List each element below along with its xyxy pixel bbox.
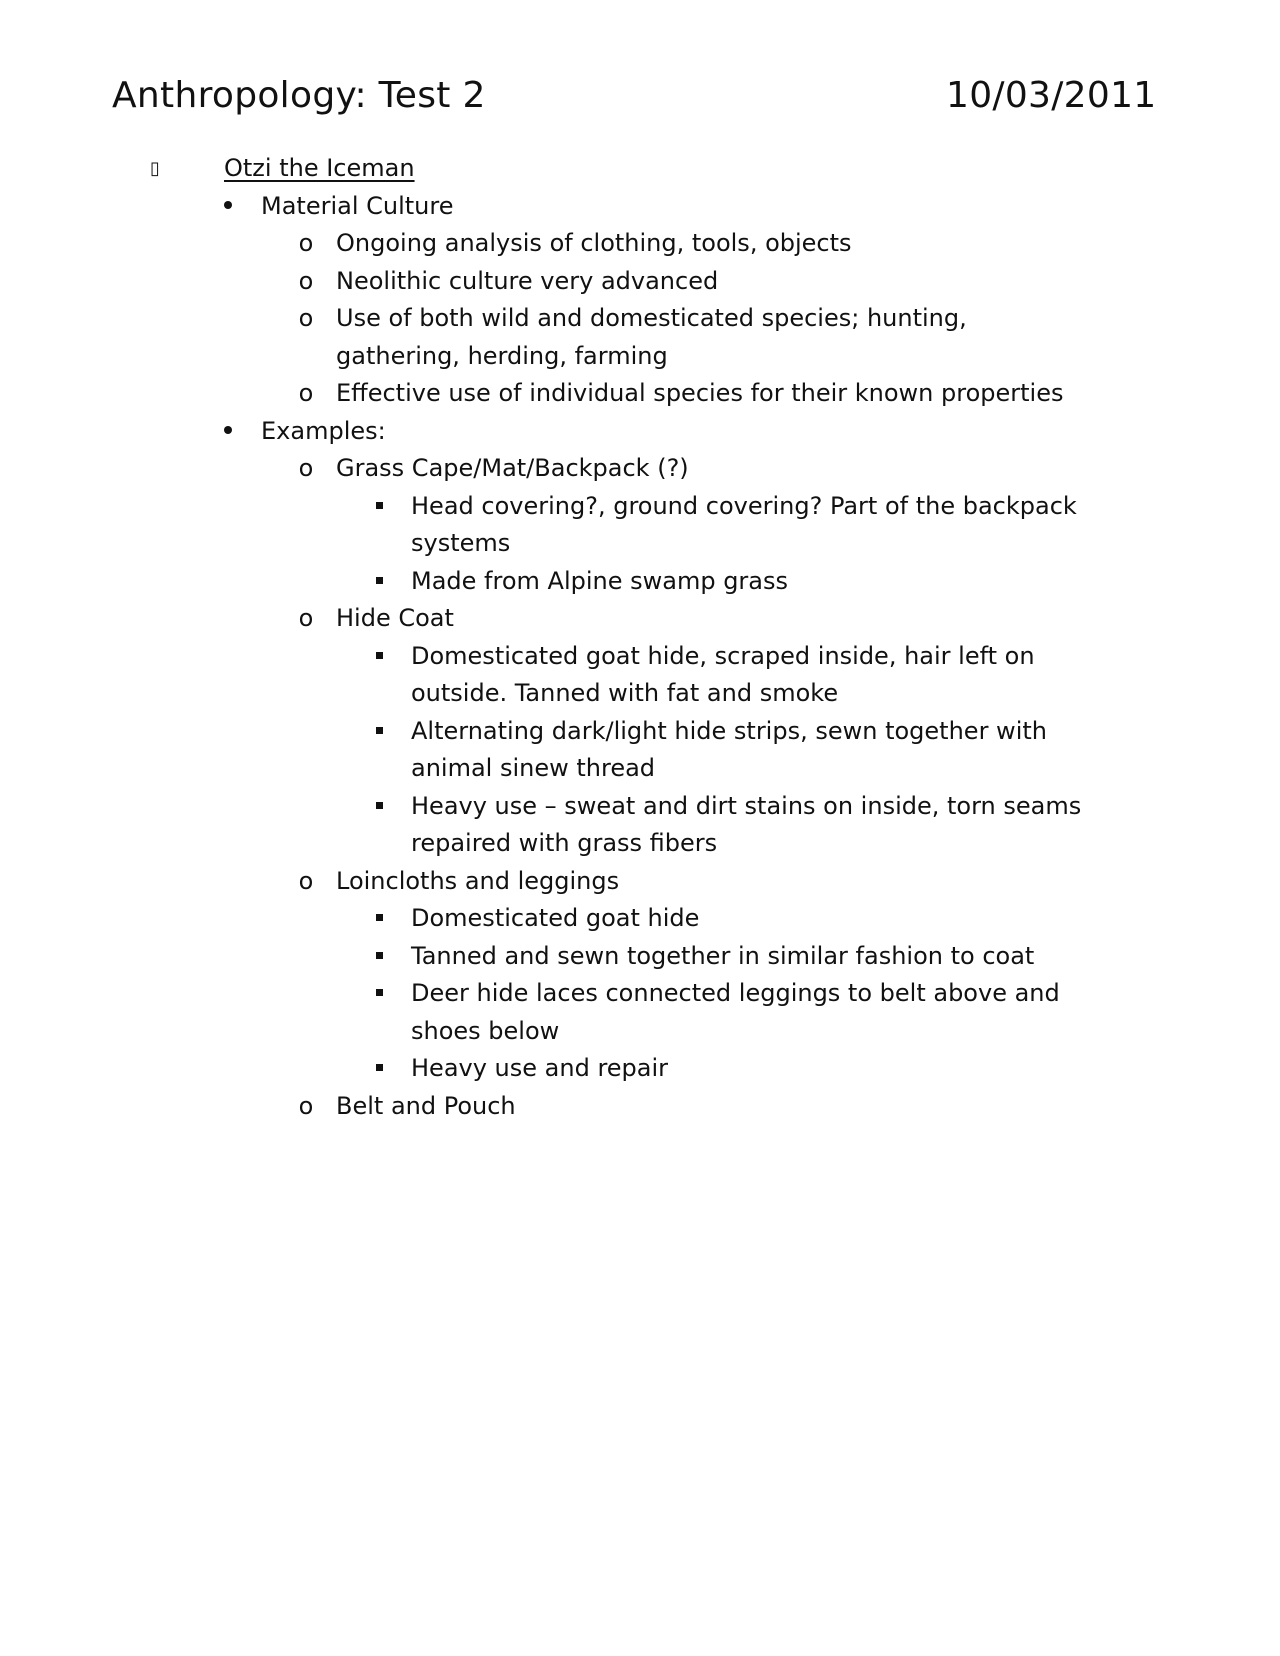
list-item: [0, 563, 1280, 601]
bullet-square-icon: [372, 938, 386, 976]
list-item: [0, 638, 1280, 676]
notes-outline: [0, 150, 1280, 1125]
list-item-text: repaired with grass fibers: [411, 829, 718, 857]
list-item-text: gathering, herding, farming: [336, 341, 668, 370]
list-item: [0, 1050, 1280, 1088]
list-item: [0, 450, 1280, 488]
list-item: [0, 713, 1280, 751]
list-item: [0, 788, 1280, 826]
list-item: [0, 600, 1280, 638]
bullet-square-icon: [372, 638, 386, 676]
list-item-text: outside. Tanned with fat and smoke: [411, 679, 839, 707]
bullet-circle-icon: o: [298, 229, 314, 257]
bullet-circle-icon: o: [298, 454, 314, 482]
list-item-text: Ongoing analysis of clothing, tools, objects: [336, 229, 852, 257]
list-item-continuation: [0, 825, 1280, 863]
list-item-text: shoes below: [411, 1016, 560, 1045]
topic-heading: Otzi the Iceman: [224, 154, 415, 182]
list-item-continuation: [0, 525, 1280, 563]
list-item-text: Heavy use and repair: [411, 1054, 669, 1082]
list-item-text: Head covering?, ground covering? Part of the backpack: [411, 491, 1077, 520]
bullet-circle-icon: o: [298, 379, 314, 407]
list-item-text: Deer hide laces connected leggings to belt above and: [411, 979, 1060, 1007]
document-date: 10/03/2011: [946, 75, 1157, 116]
list-item: [0, 900, 1280, 938]
list-item-text: animal sinew thread: [411, 754, 656, 782]
section-heading: Material Culture: [261, 191, 454, 220]
bullet-square-icon: [372, 563, 386, 601]
list-item-text: Tanned and sewn together in similar fashion to coat: [411, 941, 1035, 970]
list-item-text: systems: [411, 529, 511, 557]
list-item-text: Domesticated goat hide: [411, 904, 700, 932]
section-heading: Examples:: [261, 416, 386, 445]
bullet-circle-icon: o: [298, 304, 314, 332]
bullet-square-icon: [372, 900, 386, 938]
list-item-text: Made from Alpine swamp grass: [411, 566, 789, 595]
missing-glyph-icon: ▯: [150, 158, 160, 179]
example-label: Belt and Pouch: [336, 1091, 516, 1120]
bullet-square-icon: [372, 1050, 386, 1088]
example-label: Hide Coat: [336, 604, 454, 632]
list-item: [0, 1088, 1280, 1126]
list-item-continuation: [0, 338, 1280, 376]
list-item-text: Alternating dark/light hide strips, sewn together with: [411, 716, 1047, 745]
document-title: Anthropology: Test 2: [112, 75, 486, 116]
list-item-text: Effective use of individual species for their known properties: [336, 379, 1064, 407]
list-item-continuation: [0, 1013, 1280, 1051]
bullet-circle-icon: o: [298, 604, 314, 632]
example-label: Grass Cape/Mat/Backpack (?): [336, 454, 689, 482]
list-item: [0, 938, 1280, 976]
bullet-square-icon: [372, 788, 386, 826]
bullet-square-icon: [372, 975, 386, 1013]
bullet-circle-icon: o: [298, 866, 314, 895]
list-item: [0, 413, 1280, 451]
list-item: [0, 975, 1280, 1013]
list-item: [0, 375, 1280, 413]
list-item: [0, 488, 1280, 526]
bullet-dot-icon: [221, 188, 235, 226]
outline-topic: [0, 150, 1280, 188]
example-label: Loincloths and leggings: [336, 866, 620, 895]
bullet-square-icon: [372, 488, 386, 526]
list-item-text: Neolithic culture very advanced: [336, 266, 719, 295]
list-item: [0, 863, 1280, 901]
list-item: [0, 263, 1280, 301]
bullet-dot-icon: [221, 413, 235, 451]
list-item-text: Domesticated goat hide, scraped inside, hair left on: [411, 641, 1035, 670]
list-item: [0, 188, 1280, 226]
bullet-square-icon: [372, 713, 386, 751]
list-item-text: Use of both wild and domesticated species; hunting,: [336, 304, 967, 332]
list-item-continuation: [0, 675, 1280, 713]
list-item: [0, 300, 1280, 338]
bullet-circle-icon: o: [298, 266, 314, 295]
list-item: [0, 225, 1280, 263]
list-item-text: Heavy use – sweat and dirt stains on inside, torn seams: [411, 791, 1082, 820]
bullet-circle-icon: o: [298, 1091, 314, 1120]
list-item-continuation: [0, 750, 1280, 788]
